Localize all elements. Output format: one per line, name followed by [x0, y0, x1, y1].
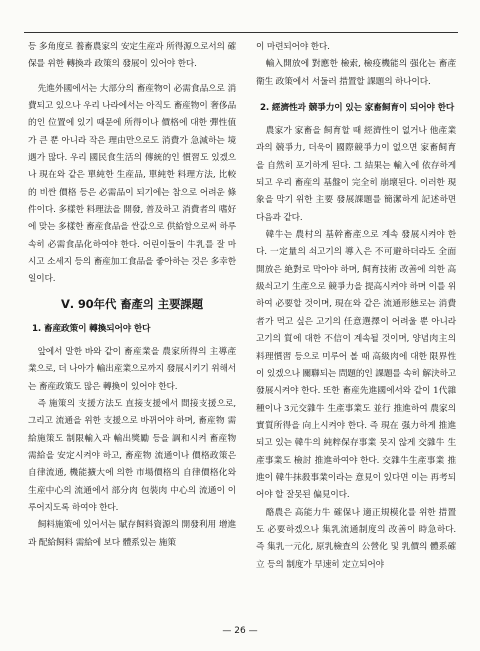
paragraph: 先進外國에서는 大部分의 畜産物이 必需食品으로 消費되고 있으나 우리 나라에서는 아직도 畜産物이 奢侈品的인 位置에 있기 때문에 所得이나 價格에 대한 彈性值가 큰 뿐 아니라 작은 理由만으로도 消費가 急減하는 境遇가 많다. 우리 國民食生活의 傳統的인 慣習도 있겠으나 現在와 같은 單純한 生産品, 單純한 料理方法, 比較的 비싼 價格 등은 必需品이 되기에는 참으로 어려운 條件이다. 多樣한 料理法을 開發, 普及하고 消費者의 嗜好에 맞는 多樣한 畜産食品을 싼값으로 供給함으로써 하루속히 必需食品化하여야 한다. 어린이들이 牛乳를 잘 마시고 소세지 등의 畜産加工食品을 좋아하는 것은 多幸한 일이다.	[28, 83, 236, 285]
left-column	[28, 39, 236, 552]
paragraph: 등 多角度로 養畜農家의 安定生産과 所得源으로서의 確保를 위한 轉換과 政策의 發展이 있어야 한다.	[28, 42, 236, 70]
subheading: 1. 畜産政策이 轉換되어야 한다	[32, 323, 151, 334]
paragraph: 輸入開放에 對應한 檢索, 檢疫機能의 强化는 畜產衛生 政策에서 서둘러 措置할 課題의 하나이다.	[256, 59, 456, 87]
section-heading: Ⅴ. 90年代 畜產의 主要課題	[61, 296, 203, 311]
right-column	[256, 39, 456, 574]
paragraph: 飼料施策에 있어서는 賦存飼料資源의 開發利用 增進과 配給飼料 需給에 보다 體系있는 施策	[28, 520, 236, 548]
paragraph: 앞에서 말한 바와 같이 畜産業을 農家所得의 主導產業으로, 더 나아가 輸出産業으로까지 發展시키기 위해서는 畜産政策도 많은 轉換이 있어야 한다.	[28, 346, 236, 392]
paragraph: 즉 施策의 支援方法도 直接支援에서 間接支援으로, 그리고 流通을 위한 支援으로 바뀌어야 하며, 畜産物 需給施策도 制限輸入과 輸出獎勵 등을 調和시켜 畜産物 需給을 安定시켜야 하고, 畜産物 流通이나 價格政策은 自律流通, 機能擴大에 의한 市場價格의 自律價格化와 生産中心의 流通에서 部分肉 包裝肉 中心의 流通이 이루어지도록 하여야 한다.	[28, 398, 236, 513]
subheading: 2. 經濟性과 競爭力이 있는 家畜飼育이 되어야 한다	[260, 103, 455, 114]
paragraph: 이 마련되어야 한다.	[256, 42, 330, 52]
top-rule	[24, 32, 458, 33]
paragraph: 農家가 家畜을 飼育할 때 經濟性이 없거나 他產業과의 競爭力, 더욱이 國際競爭力이 없으면 家畜飼育을 自然히 포기하게 된다. 그 結果는 輸入에 依存하게 되고 우리 畜産의 基盤이 完全히 崩壞된다. 이러한 現象을 막기 위한 主要 發展課題를 簡潔하게 記述하면 다음과 같다.	[256, 126, 456, 223]
page-number: — 26 —	[222, 626, 258, 636]
paragraph: 酪農은 高能力牛 確保나 適正規模化를 위한 措置도 必要하겠으나 集乳流通制度의 改善이 時急하다. 즉 集乳一元化, 原乳檢査의 公營化 및 乳價의 體系確立 등의 制度가 早速히 定立되어야	[256, 507, 456, 570]
paragraph: 韓牛는 農村의 基幹畜產으로 계속 發展시켜야 한다. 一定量의 쇠고기의 導入은 不可避하더라도 全面開放은 絶對로 막아야 하며, 飼育技術 改善에 의한 高級쇠고기 生產으로 競爭力을 提高시켜야 하며 이를 위하여 必要할 것이며, 現在와 같은 流通形態로는 消費者가 먹고 싶은 고기의 任意選擇이 어려울 뿐 아니라 고기의 質에 대한 不信이 계속될 것이며, 양념肉主의 料理慣習 등으로 미루어 볼 때 高級肉에 대한 限界性이 있겠으나 關聯되는 問題的인 課題를 속히 解決하고 發展시켜야 한다. 또한 畜産先進國에서와 같이 1代雜種이나 3元交雜牛 生產事業도 並行 推進하여 農家의 實質所得을 向上시켜야 한다. 즉 現在 强力하게 推進되고 있는 韓牛의 純粹保存事業 못지 않게 交雜牛 生產事業도 檢討 推進하여야 한다. 交雜牛生產事業 推進이 韓牛抹殺事業이라는 意見이 있다면 이는 再考되어야 할 잘못된 偏見이다.	[256, 230, 456, 501]
